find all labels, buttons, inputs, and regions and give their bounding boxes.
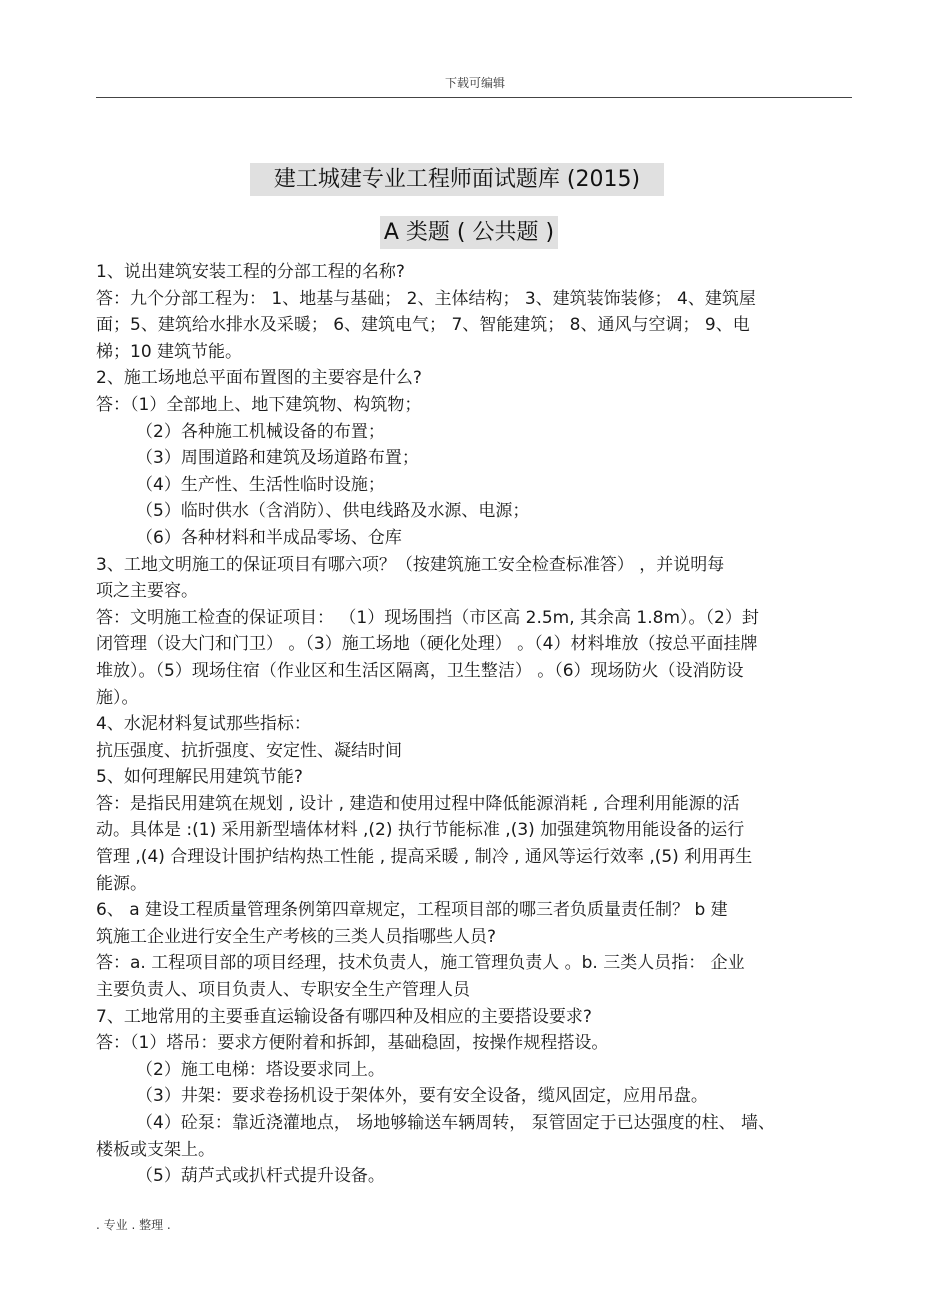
page-header-text: 下载可编辑 — [444, 76, 505, 90]
text-line: （3）井架：要求卷扬机设于架体外，要有安全设备，缆风固定，应用吊盘。 — [136, 1086, 708, 1107]
text-line: 答：是指民用建筑在规划 , 设计 , 建造和使用过程中降低能源消耗 , 合理利用能源的活 — [96, 793, 740, 814]
text-line: 抗压强度、抗折强度、安定性、凝结时间 — [96, 740, 402, 761]
text-line: 2、施工场地总平面布置图的主要容是什么? — [96, 368, 422, 389]
text-line: 施）。 — [96, 687, 139, 708]
text-line: 6、 a 建设工程质量管理条例第四章规定，工程项目部的哪三者负质量责任制？ b 建 — [96, 900, 728, 921]
page-footer-text: . 专业 . 整理 . — [96, 1218, 171, 1232]
text-line: 4、水泥材料复试那些指标： — [96, 714, 311, 735]
text-line: 7、工地常用的主要垂直运输设备有哪四种及相应的主要搭设要求? — [96, 1006, 592, 1027]
text-line: 答：（1）全部地上、地下建筑物、构筑物； — [96, 394, 422, 415]
text-line: 管理 ,(4) 合理设计围护结构热工性能 , 提高采暖 , 制冷 , 通风等运行效率 ,(5) 利用再生 — [96, 847, 753, 868]
document-body — [96, 259, 852, 1190]
text-line: 3、工地文明施工的保证项目有哪六项？（按建筑施工安全检查标准答） ，并说明每 — [96, 554, 725, 575]
text-line: （4）砼泵：靠近浇灌地点， 场地够输送车辆周转， 泵管固定于已达强度的柱、 墙、 — [136, 1113, 776, 1133]
text-line: （5）临时供水（含消防）、供电线路及水源、电源； — [136, 501, 530, 522]
text-line: 答：（1）塔吊：要求方便附着和拆卸，基础稳固，按操作规程搭设。 — [96, 1033, 609, 1054]
text-line: 堆放）。（5）现场住宿（作业区和生活区隔离，卫生整洁） 。（6）现场防火（设消防设 — [96, 660, 744, 681]
text-line: （5）葫芦式或扒杆式提升设备。 — [136, 1166, 385, 1187]
text-line: 答：a. 工程项目部的项目经理，技术负责人，施工管理负责人 。b. 三类人员指： 企业 — [96, 953, 745, 974]
text-line: 答：文明施工检查的保证项目： （1）现场围挡（市区高 2.5m, 其余高 1.8m）。（2）封 — [96, 607, 759, 628]
text-line: 闭管理（设大门和门卫） 。（3）施工场地（硬化处理） 。（4）材料堆放（按总平面挂牌 — [96, 634, 758, 655]
text-line: 动。具体是 :(1) 采用新型墙体材料 ,(2) 执行节能标准 ,(3) 加强建筑物用能设备的运行 — [96, 820, 745, 841]
header-divider — [96, 97, 852, 98]
text-line: 楼板或支架上。 — [96, 1139, 215, 1160]
document-title: 建工城建专业工程师面试题库 (2015) — [250, 163, 664, 196]
text-line: （3）周围道路和建筑及场道路布置； — [136, 448, 419, 469]
text-line: 筑施工企业进行安全生产考核的三类人员指哪些人员? — [96, 926, 497, 947]
text-line: （2）各种施工机械设备的布置； — [136, 421, 385, 442]
text-line: （6）各种材料和半成品零场、仓库 — [136, 527, 402, 548]
text-line: 5、如何理解民用建筑节能? — [96, 767, 303, 788]
text-line: （2）施工电梯：塔设要求同上。 — [136, 1059, 385, 1080]
section-title: A 类题 ( 公共题 ) — [380, 216, 558, 249]
text-line: 梯；10 建筑节能。 — [96, 341, 243, 362]
text-line: 答：九个分部工程为： 1、地基与基础； 2、主体结构； 3、建筑装饰装修； 4、建筑屋 — [96, 288, 756, 309]
text-line: （4）生产性、生活性临时设施； — [136, 474, 385, 495]
text-line: 能源。 — [96, 873, 147, 894]
text-line: 主要负责人、项目负责人、专职安全生产管理人员 — [96, 980, 470, 1001]
text-line: 面；5、建筑给水排水及采暖； 6、建筑电气； 7、智能建筑； 8、通风与空调； 9、电 — [96, 315, 750, 336]
text-line: 1、说出建筑安装工程的分部工程的名称? — [96, 262, 405, 282]
text-line: 项之主要容。 — [96, 581, 198, 602]
